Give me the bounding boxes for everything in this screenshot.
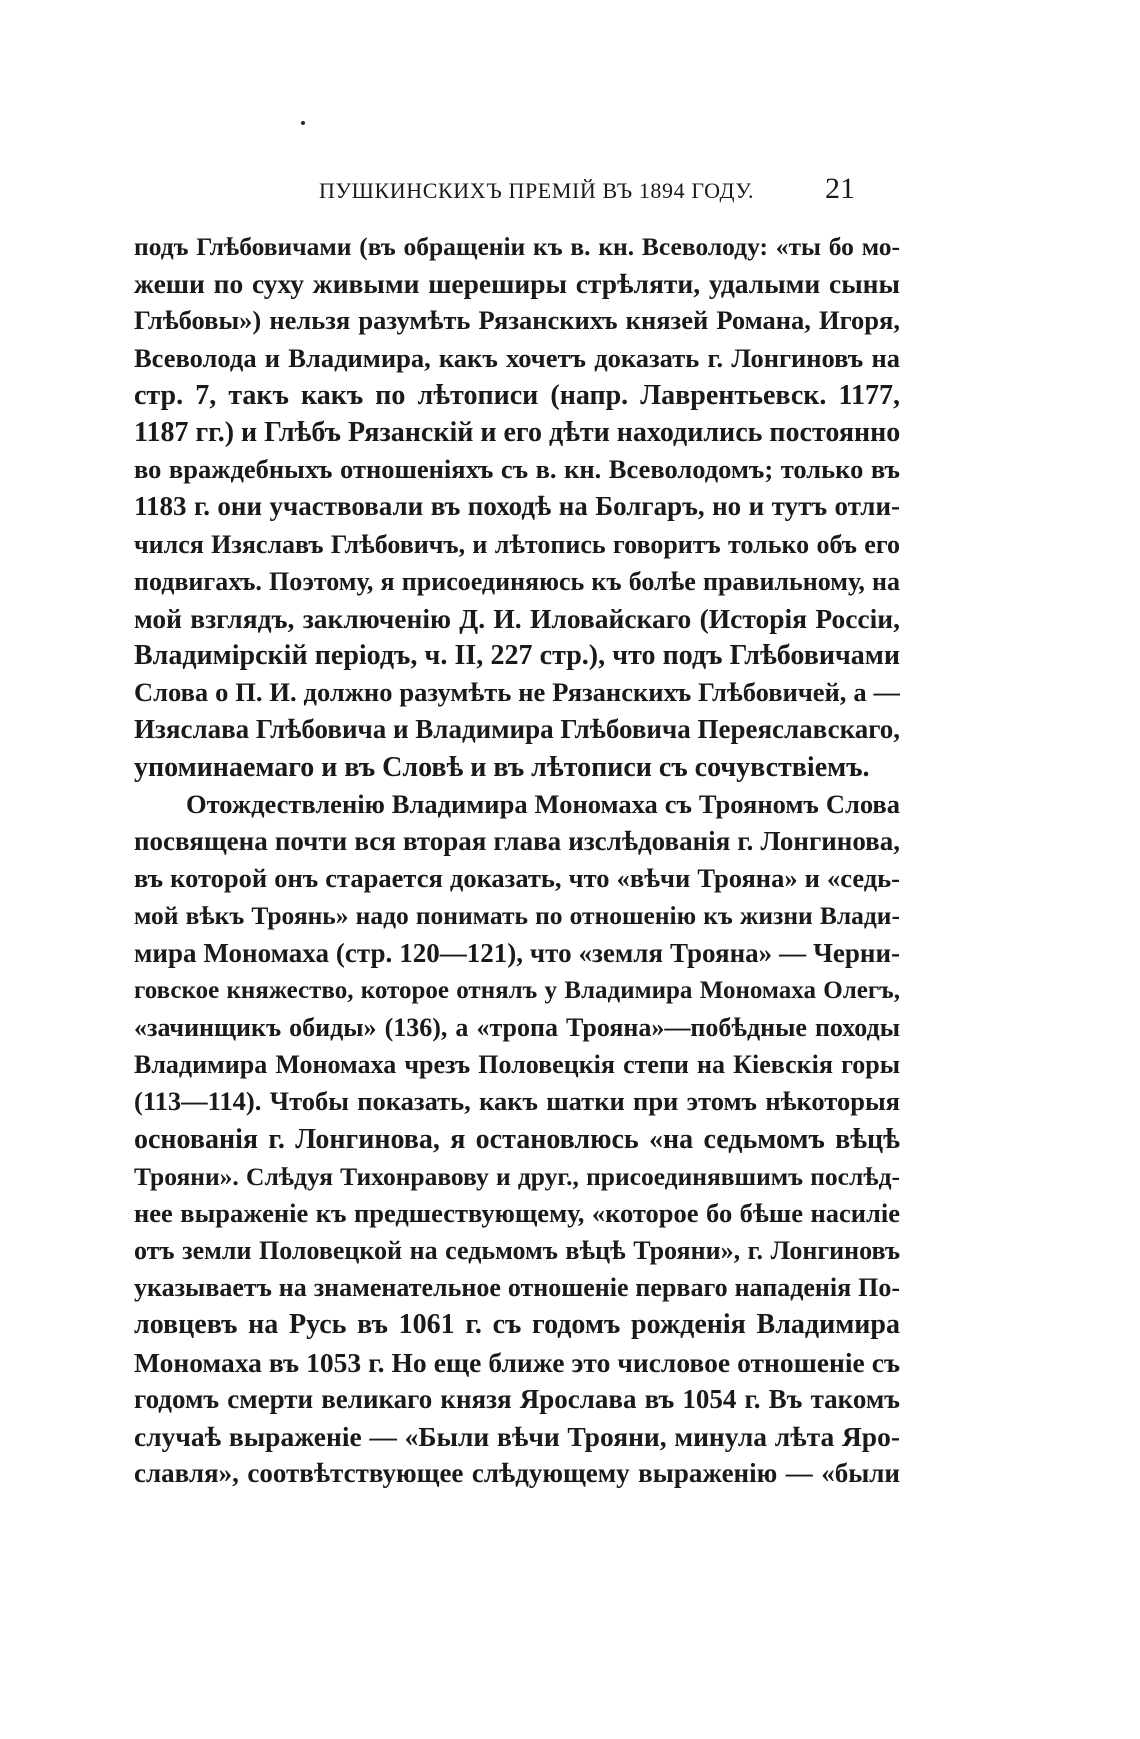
text-line: Изяслава Глѣбовича и Владимира Глѣбовича Переяславскаго, — [134, 714, 900, 745]
page-number: 21 — [825, 172, 855, 205]
text-line: указываетъ на знаменательное отношеніе перваго нападенія По- — [134, 1273, 900, 1303]
text-line: отъ земли Половецкой на седьмомъ вѣцѣ Трояни», г. Лонгиновъ — [134, 1236, 900, 1266]
text-line: жеши по суху живыми шереширы стрѣляти, удалыми сыны — [134, 268, 900, 300]
text-line: стр. 7, такъ какъ по лѣтописи (напр. Лаврентьевск. 1177, — [134, 379, 900, 411]
text-line: мой взглядъ, заключенію Д. И. Иловайскаго (Исторія Россіи, — [134, 602, 900, 634]
text-line: Мономаха въ 1053 г. Но еще ближе это числовое отношеніе съ — [134, 1346, 900, 1378]
text-line: мира Мономаха (стр. 120—121), что «земля Трояна» — Черни- — [134, 937, 900, 968]
text-line: Всеволода и Владимира, какъ хочетъ доказать г. Лонгиновъ на — [134, 342, 900, 373]
text-line: мой вѣкъ Троянь» надо понимать по отношенію къ жизни Влади- — [134, 901, 900, 931]
text-line: въ которой онъ старается доказать, что «вѣчи Трояна» и «седь- — [134, 863, 900, 894]
text-line: славля», соотвѣтствующее слѣдующему выраженію — «были — [134, 1458, 900, 1489]
text-line: 1187 гг.) и Глѣбъ Рязанскій и его дѣти находились постоянно — [134, 416, 900, 448]
body-text — [134, 228, 900, 1492]
text-line: ловцевъ на Русь въ 1061 г. съ годомъ рожденія Владимира — [134, 1309, 900, 1341]
running-head — [319, 172, 855, 212]
text-line: Владимірскій періодъ, ч. II, 227 стр.), что подъ Глѣбовичами — [134, 640, 900, 672]
text-line: чился Изяславъ Глѣбовичъ, и лѣтопись говоритъ только объ его — [134, 529, 900, 559]
text-line: говское княжество, которое отнялъ у Владимира Мономаха Олегъ, — [134, 976, 900, 1004]
paragraph-start-line: Отождествленію Владимира Мономаха съ Трояномъ Слова — [186, 788, 900, 819]
text-line: Слова о П. И. должно разумѣть не Рязанскихъ Глѣбовичей, а — — [134, 677, 900, 708]
text-line: Глѣбовы») нельзя разумѣть Рязанскихъ князей Романа, Игоря, — [134, 305, 900, 336]
text-line: Трояни». Слѣдуя Тихонравову и друг., присоединявшимъ послѣд- — [134, 1161, 900, 1191]
text-line: подъ Глѣбовичами (въ обращеніи къ в. кн. Всеволоду: «ты бо мо- — [134, 232, 900, 261]
ink-speck — [301, 121, 305, 125]
text-line: посвящена почти вся вторая глава изслѣдованія г. Лонгинова, — [134, 826, 900, 856]
text-line: основанія г. Лонгинова, я остановлюсь «на седьмомъ вѣцѣ — [134, 1123, 900, 1155]
text-line: подвигахъ. Поэтому, я присоединяюсь къ болѣе правильному, на — [134, 566, 900, 596]
running-title: ПУШКИНСКИХЪ ПРЕМІЙ ВЪ 1894 ГОДУ. — [319, 178, 755, 203]
text-line: нее выраженіе къ предшествующему, «которое бо бѣше насиліе — [134, 1197, 900, 1228]
text-line: случаѣ выраженіе — «Были вѣчи Трояни, минула лѣта Яро- — [134, 1421, 900, 1452]
text-line: «зачинщикъ обиды» (136), а «тропа Трояна»—побѣдные походы — [134, 1012, 900, 1042]
text-line: 1183 г. они участвовали въ походѣ на Болгаръ, но и тутъ отли- — [134, 491, 900, 522]
text-line: Владимира Мономаха чрезъ Половецкія степи на Кіевскія горы — [134, 1050, 900, 1080]
text-line: во враждебныхъ отношеніяхъ съ в. кн. Всеволодомъ; только въ — [134, 454, 900, 485]
text-line: (113—114). Чтобы показать, какъ шатки при этомъ нѣкоторыя — [134, 1086, 900, 1117]
text-line: годомъ смерти великаго князя Ярослава въ 1054 г. Въ такомъ — [134, 1383, 900, 1414]
paragraph-end-line: упоминаемаго и въ Словѣ и въ лѣтописи съ сочувствіемъ. — [134, 751, 870, 783]
